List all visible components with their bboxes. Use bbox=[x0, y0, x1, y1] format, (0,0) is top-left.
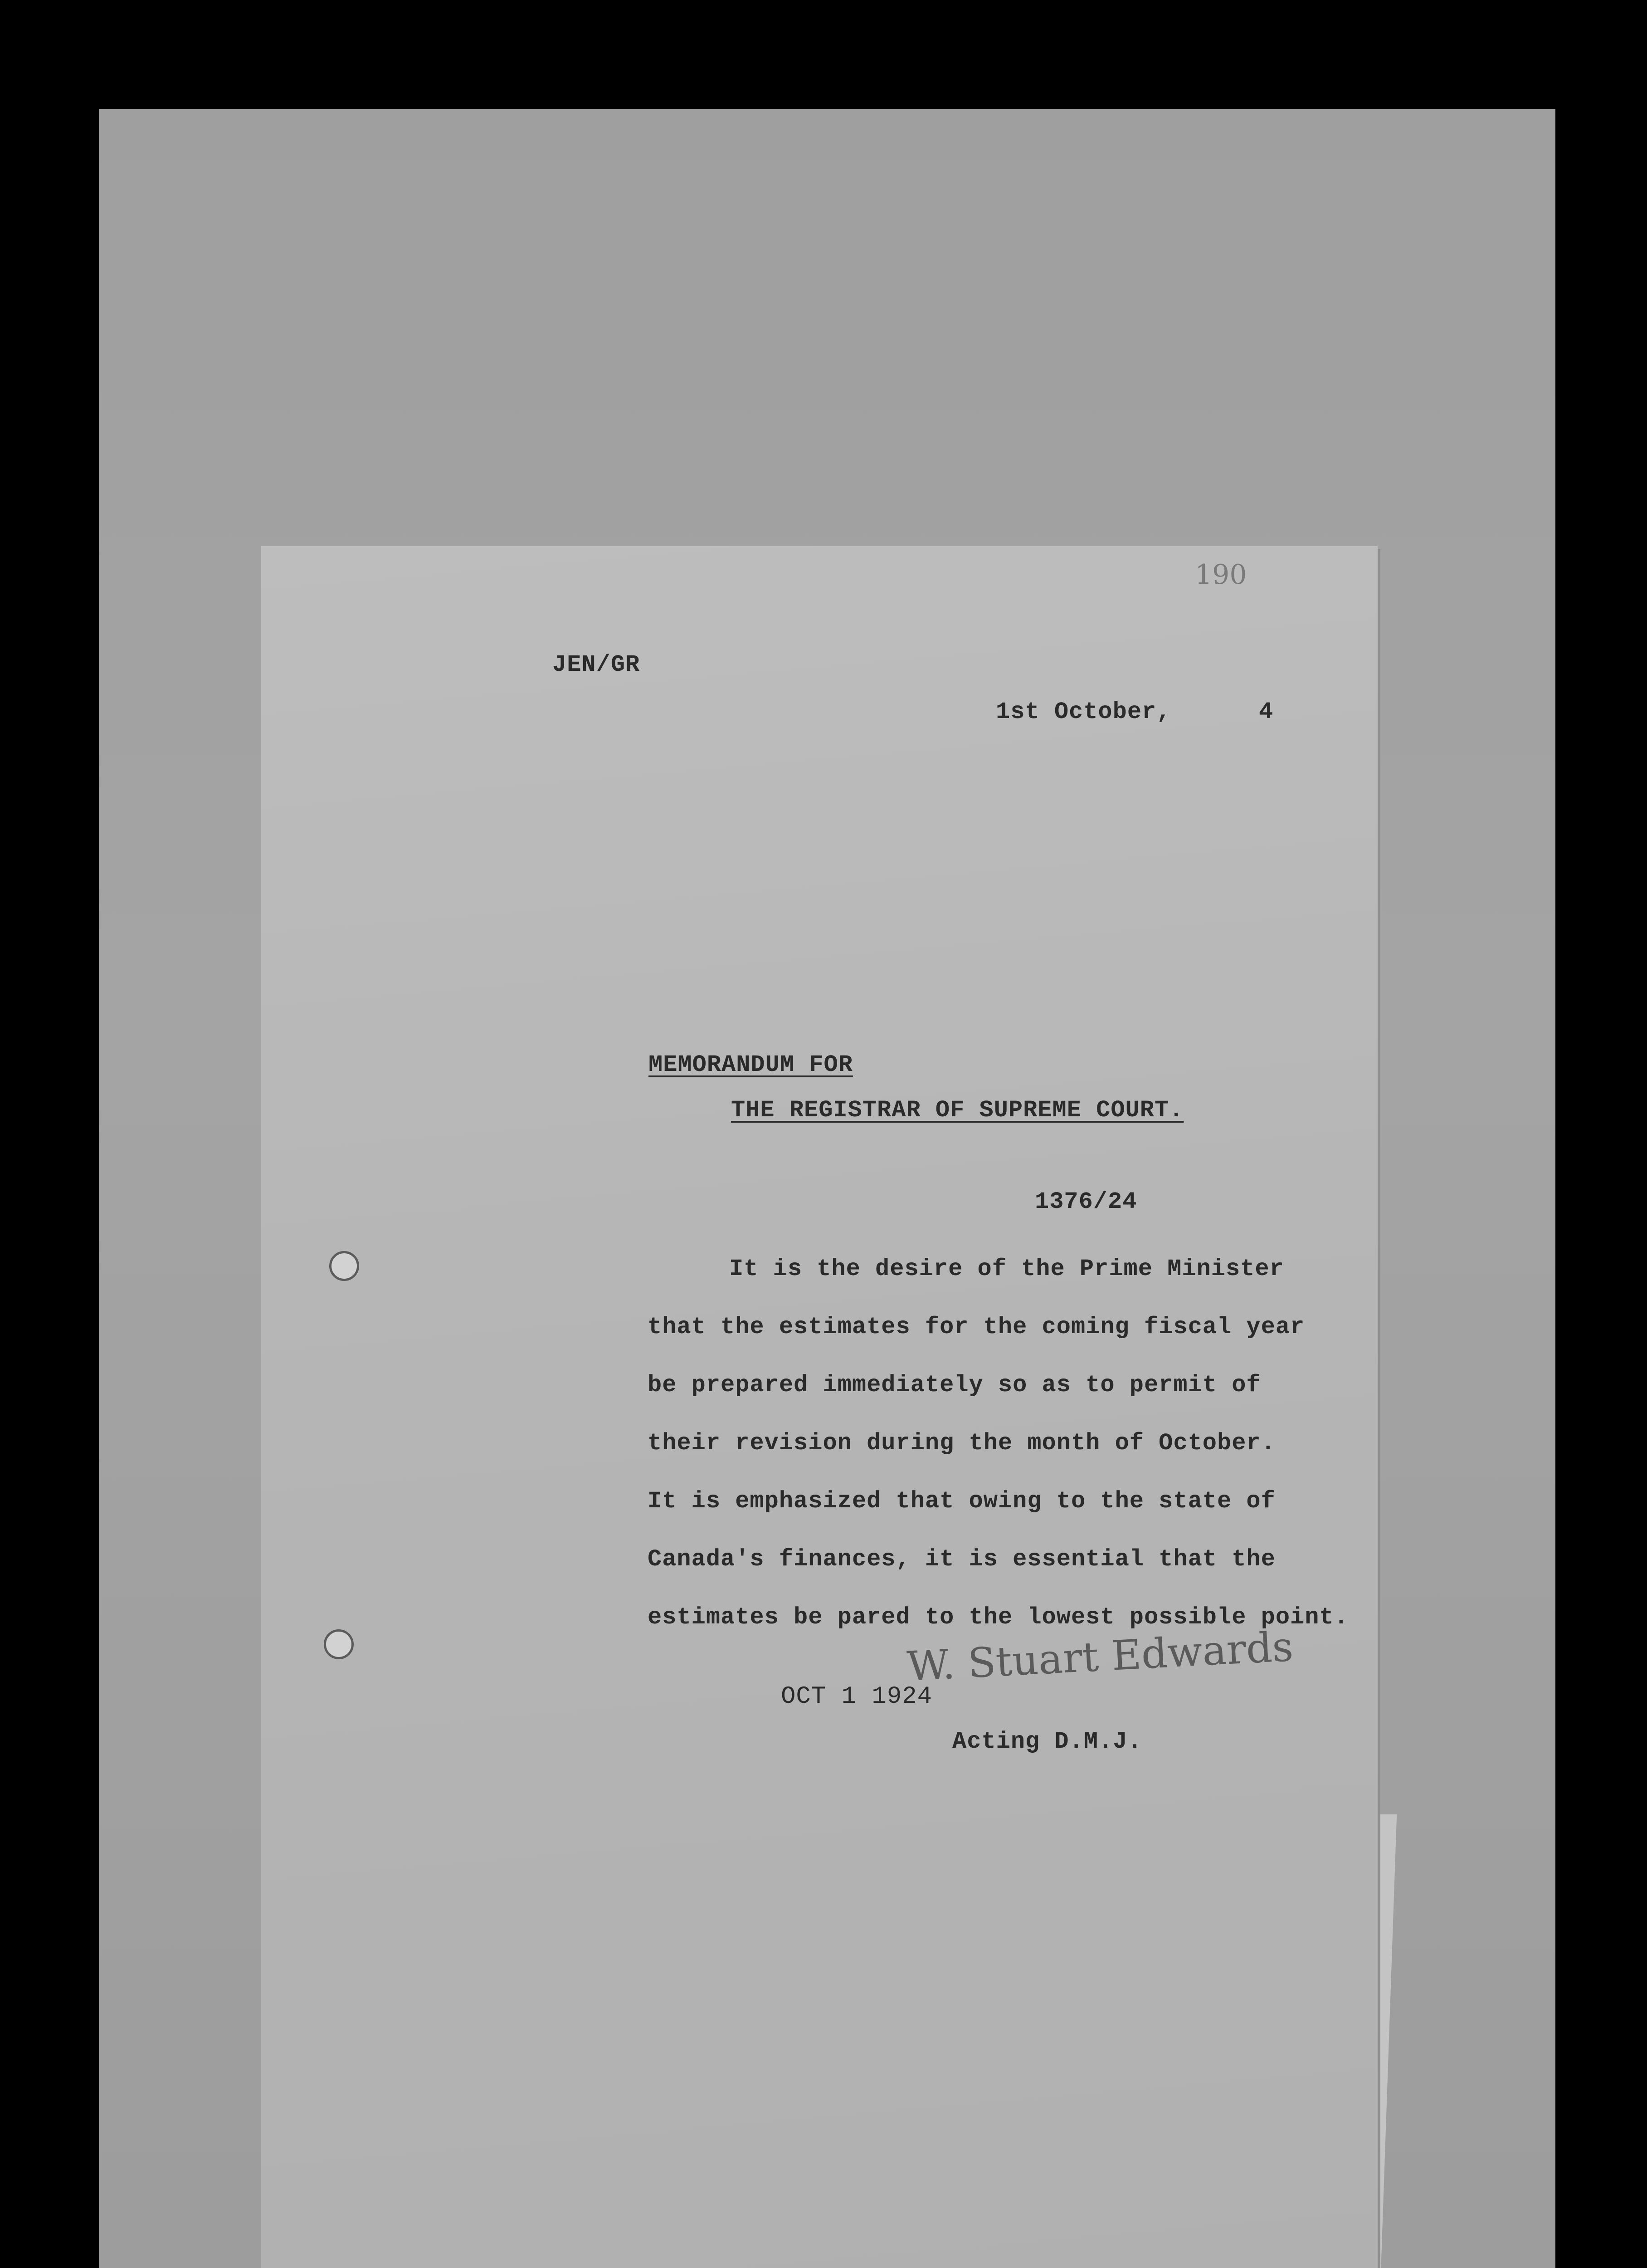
memo-heading-line2: THE REGISTRAR OF SUPREME COURT. bbox=[731, 1097, 1184, 1124]
memo-date: 1st October, bbox=[996, 699, 1171, 725]
punch-hole bbox=[329, 1251, 359, 1281]
signatory-title: Acting D.M.J. bbox=[952, 1728, 1142, 1755]
signature-stamp: W. Stuart Edwards bbox=[906, 1623, 1295, 1691]
reference-initials: JEN/GR bbox=[552, 651, 640, 678]
body-line: their revision during the month of October. bbox=[648, 1430, 1276, 1457]
folio-number: 190 bbox=[1195, 559, 1247, 591]
body-line: It is the desire of the Prime Minister bbox=[729, 1256, 1284, 1282]
body-line: Canada's finances, it is essential that the bbox=[648, 1546, 1276, 1573]
memo-body bbox=[648, 1256, 1355, 1662]
punch-hole bbox=[324, 1629, 354, 1659]
date-stamp: OCT 1 1924 bbox=[781, 1683, 933, 1711]
body-line: It is emphasized that owing to the state of bbox=[648, 1488, 1276, 1515]
body-line: estimates be pared to the lowest possible point. bbox=[648, 1604, 1349, 1631]
page-number: 4 bbox=[1259, 699, 1274, 725]
body-line: be prepared immediately so as to permit of bbox=[648, 1372, 1261, 1398]
memo-heading-line1: MEMORANDUM FOR bbox=[648, 1051, 853, 1078]
file-number: 1376/24 bbox=[1035, 1188, 1137, 1215]
body-line: that the estimates for the coming fiscal year bbox=[648, 1314, 1305, 1340]
